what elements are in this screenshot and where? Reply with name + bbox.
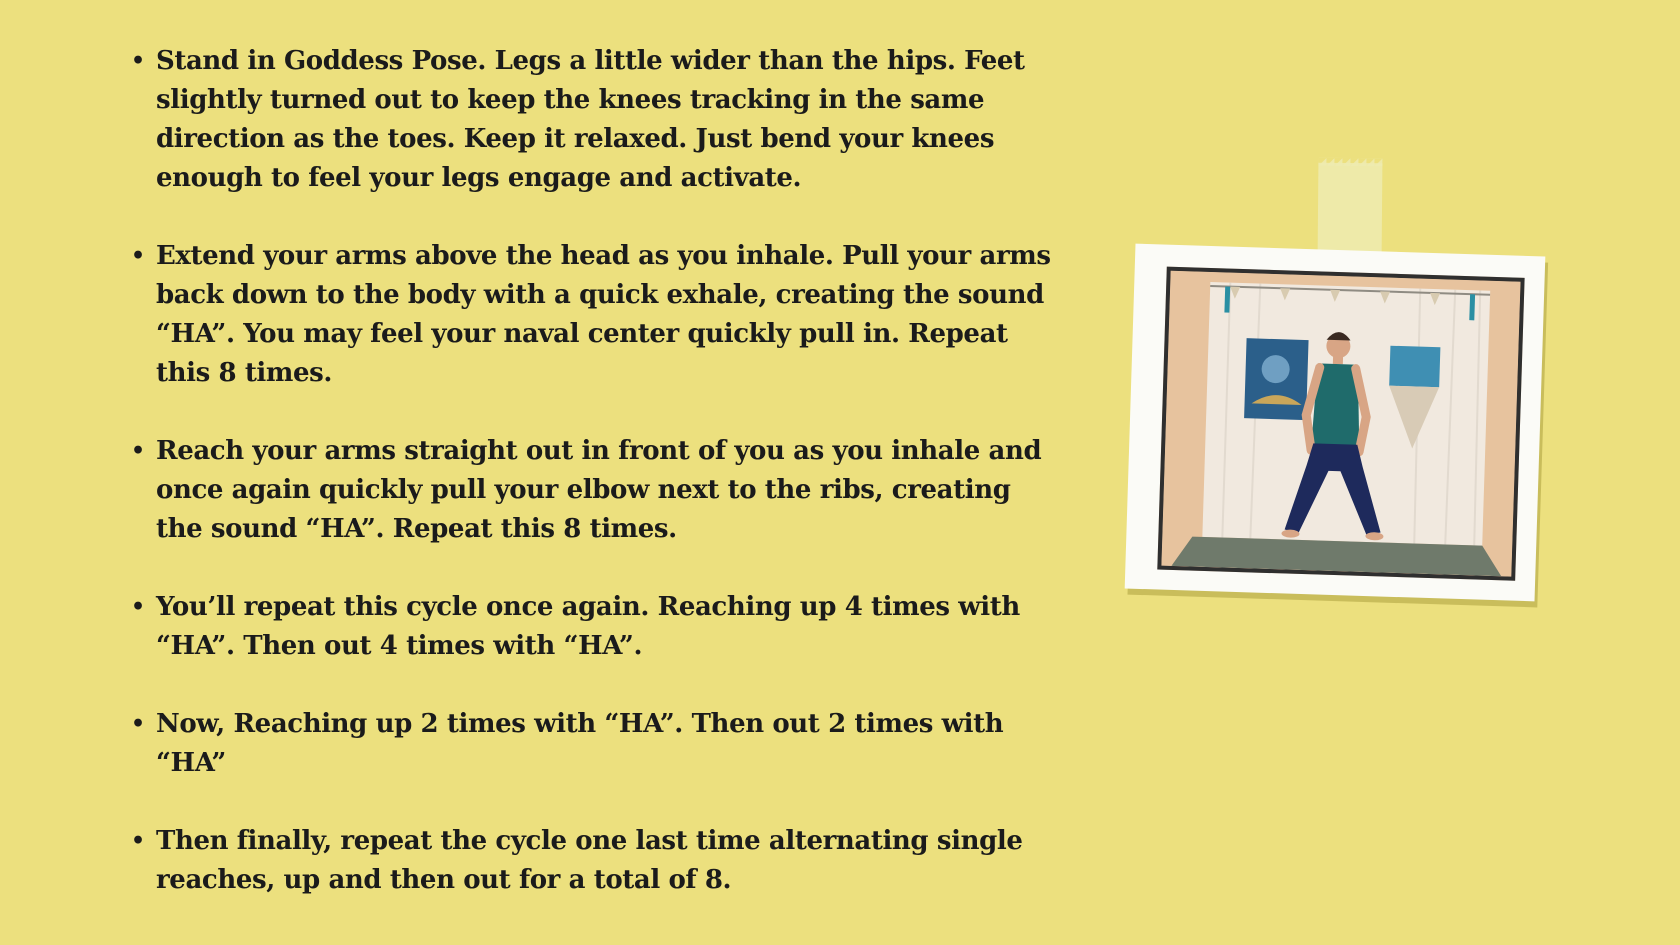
bullet-icon: •	[131, 48, 145, 74]
instruction-item	[125, 42, 1055, 198]
bullet-icon: •	[131, 828, 145, 854]
instruction-item	[125, 432, 1055, 549]
bullet-icon: •	[131, 711, 145, 737]
polaroid-frame	[1125, 244, 1546, 602]
instruction-item	[125, 588, 1055, 666]
instruction-list	[125, 42, 1055, 900]
instruction-text: You’ll repeat this cycle once again. Reaching up 4 times with “HA”. Then out 4 times with “HA”.	[156, 592, 1020, 661]
instruction-text: Then finally, repeat the cycle one last time alternating single reaches, up and then out for a total of 8.	[156, 826, 1023, 895]
instruction-item	[125, 237, 1055, 393]
instruction-item	[125, 705, 1055, 783]
bullet-icon: •	[131, 438, 145, 464]
bullet-icon: •	[131, 594, 145, 620]
instruction-text: Reach your arms straight out in front of you as you inhale and once again quickly pull your elbow next to the ribs, creating the sound “HA”. Repeat this 8 times.	[156, 436, 1042, 544]
instruction-text: Stand in Goddess Pose. Legs a little wider than the hips. Feet slightly turned out to keep the knees tracking in the same direction as the toes. Keep it relaxed. Just bend your knees enough to feel your legs engage and activate.	[156, 46, 1025, 193]
tape-strip	[1318, 163, 1383, 259]
instruction-text: Extend your arms above the head as you inhale. Pull your arms back down to the body with a quick exhale, creating the sound “HA”. You may feel your naval center quickly pull in. Repeat this 8 times.	[156, 241, 1051, 388]
photo-illustration	[1161, 271, 1520, 577]
instruction-text: Now, Reaching up 2 times with “HA”. Then out 2 times with “HA”	[156, 709, 1004, 778]
instruction-item	[125, 822, 1055, 900]
bullet-icon: •	[131, 243, 145, 269]
goddess-pose-photo	[1157, 267, 1524, 581]
